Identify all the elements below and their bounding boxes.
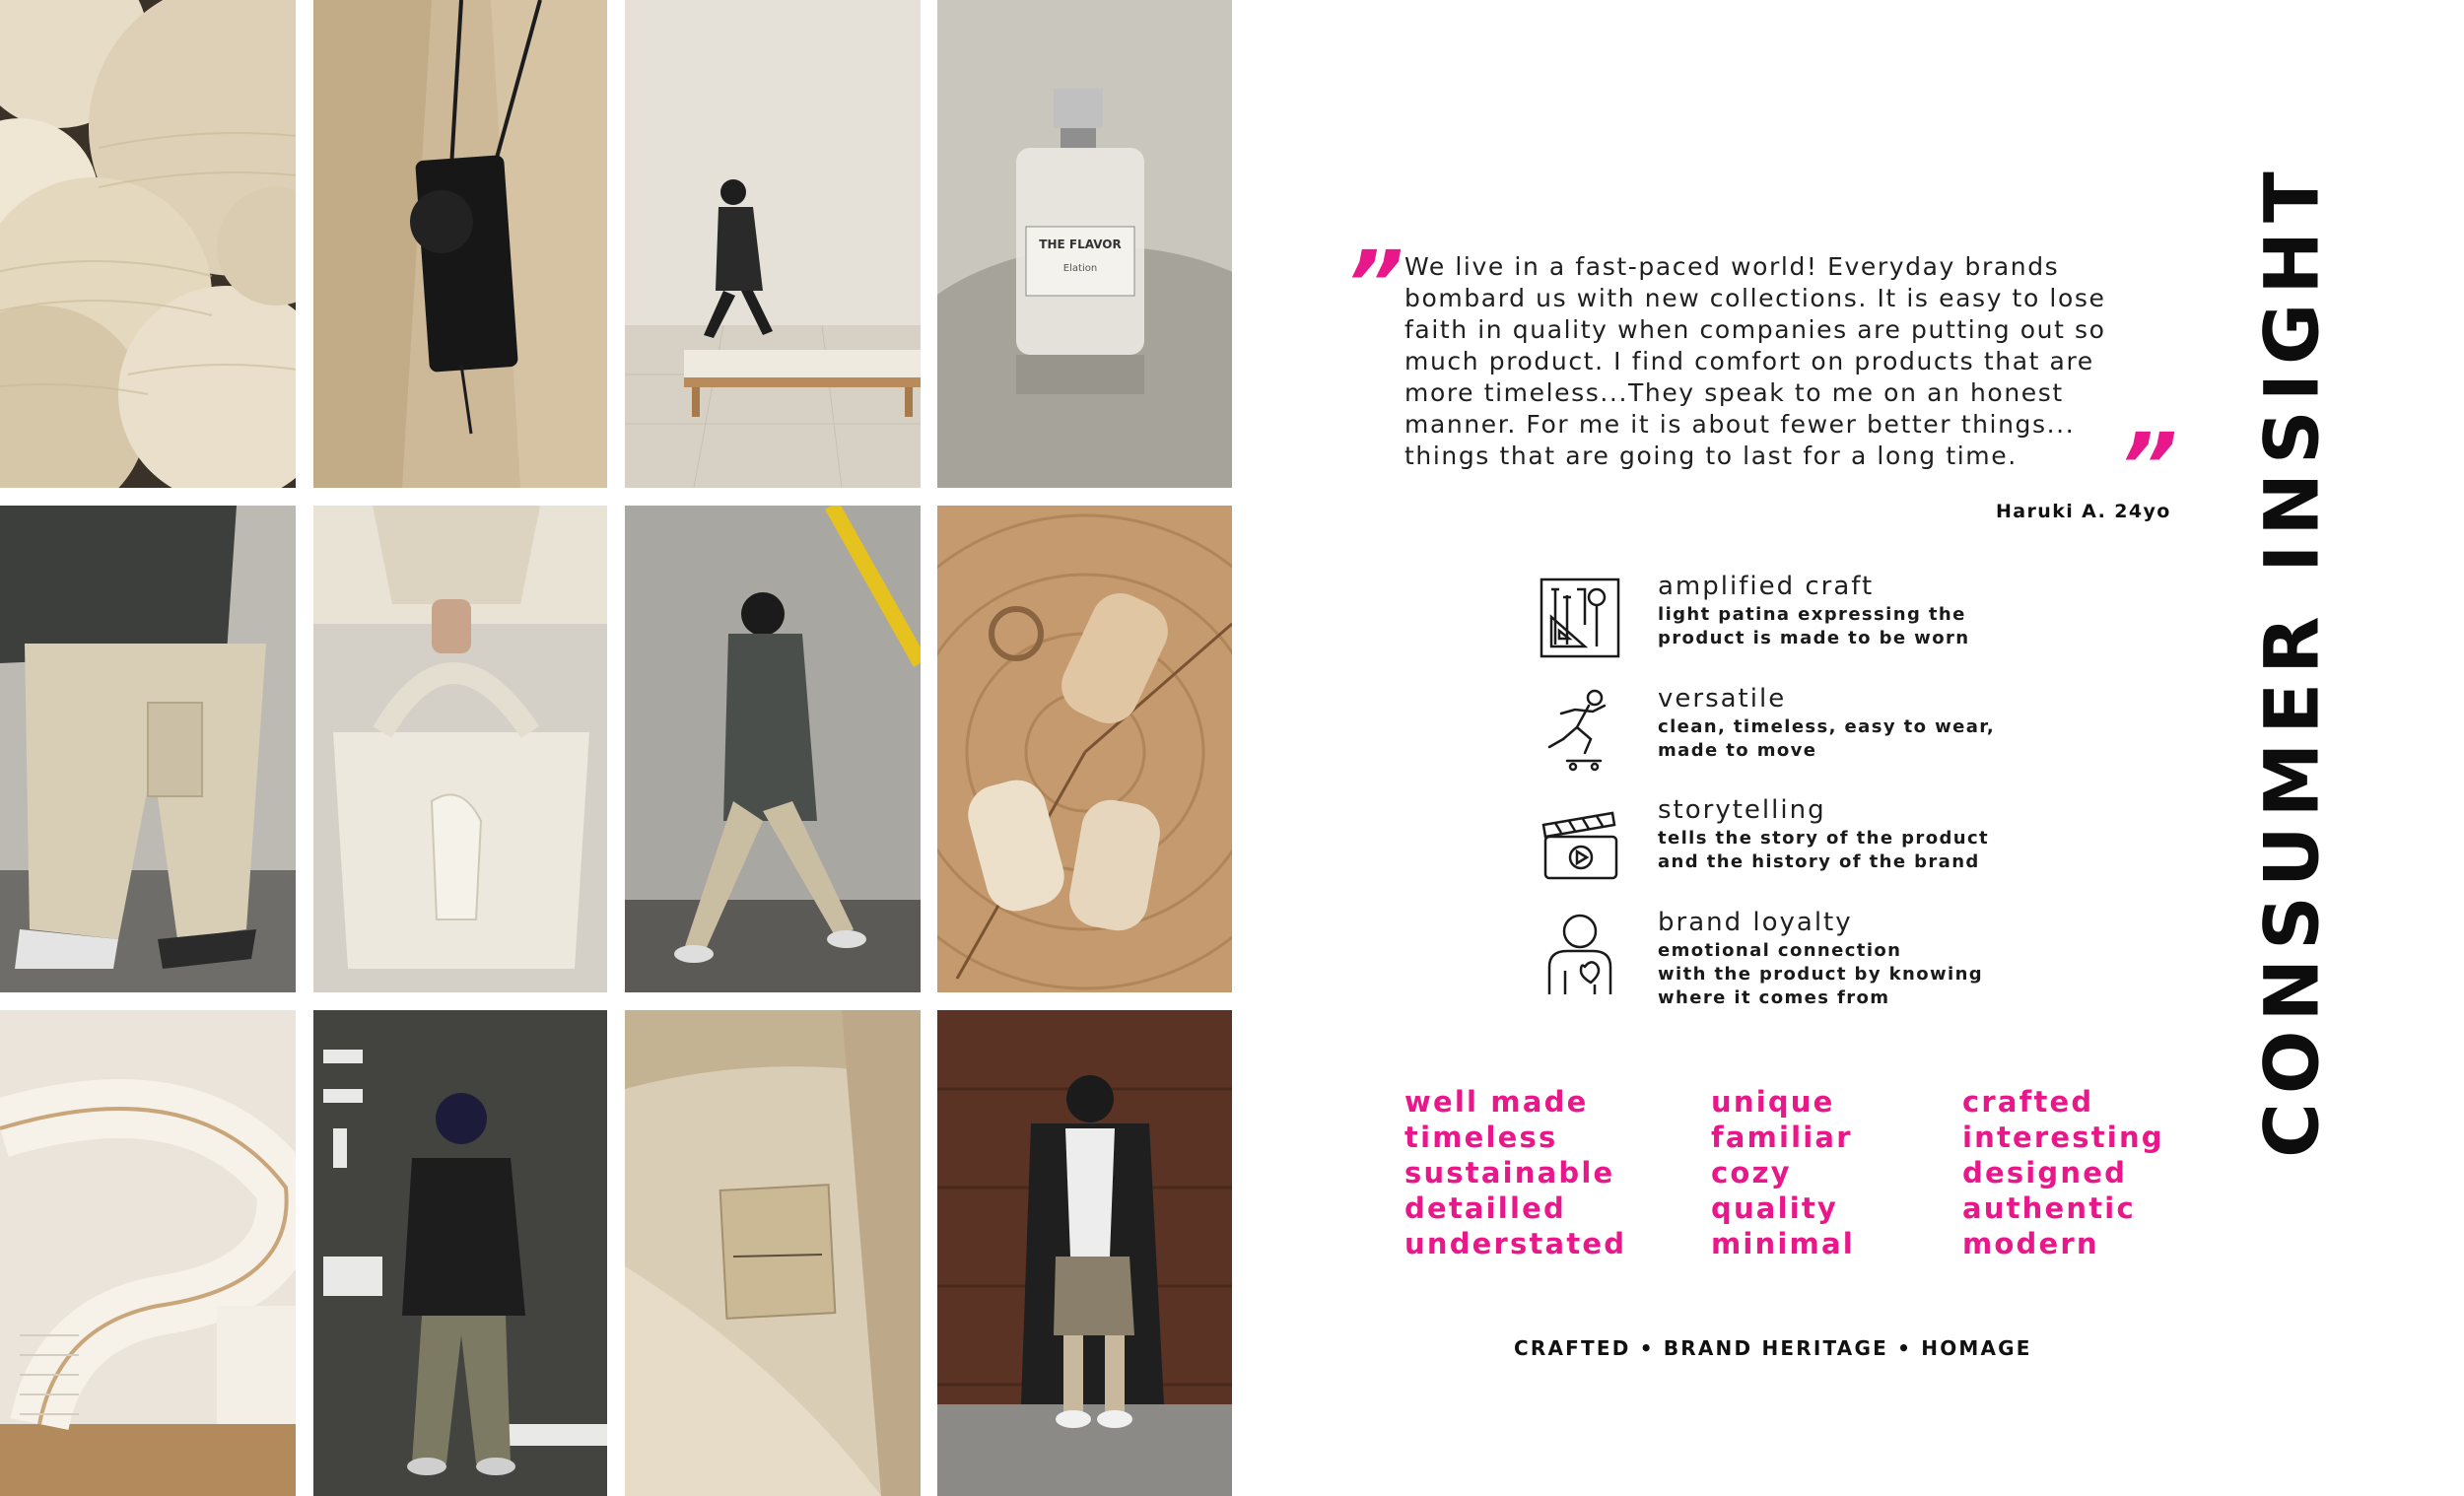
feature-title: brand loyalty: [1658, 908, 1853, 937]
quote-author: Haruki A. 24yo: [1996, 501, 2171, 522]
walking-person-bench-photo: [625, 0, 921, 488]
feature-title: storytelling: [1658, 795, 1826, 825]
feature-title: amplified craft: [1658, 572, 1875, 601]
keyword: designed: [1962, 1156, 2128, 1190]
keyword: well made: [1404, 1085, 1589, 1119]
feature-description-line: tells the story of the product: [1658, 828, 1990, 849]
quote-line: much product. I find comfort on products that are: [1404, 347, 2094, 375]
feature-description-line: with the product by knowing: [1658, 964, 1984, 985]
feature-amplified-craft: [1538, 572, 2227, 664]
keyword: cozy: [1711, 1156, 1792, 1190]
puffer-vest-photo: [313, 1010, 607, 1496]
feature-versatile: [1538, 684, 2227, 777]
feature-description-line: clean, timeless, easy to wear,: [1658, 716, 1996, 737]
quote-line: things that are going to last for a long time.: [1404, 442, 2018, 470]
feature-title: versatile: [1658, 684, 1787, 714]
keyword: detailled: [1404, 1191, 1566, 1225]
keyword: familiar: [1711, 1121, 1853, 1154]
feature-description: [1658, 939, 1983, 1010]
feature-description: [1658, 827, 1989, 874]
feature-description-line: and the history of the brand: [1658, 851, 1980, 872]
perfume-bottle-photo: [937, 0, 1232, 488]
wood-tags-photo: [937, 506, 1232, 992]
cargo-pants-photo: [0, 506, 296, 992]
quote-line: more timeless...They speak to me on an honest: [1404, 378, 2064, 407]
feature-description-line: light patina expressing the: [1658, 604, 1966, 625]
keyword-column-1: [1404, 1084, 1626, 1261]
close-quote-mark: ”: [2119, 414, 2168, 519]
clapperboard-icon: [1538, 799, 1622, 884]
feature-description-line: emotional connection: [1658, 940, 1902, 961]
feature-description: [1658, 715, 1995, 763]
quote-line: manner. For me it is about fewer better things...: [1404, 410, 2076, 439]
street-walker-photo: [625, 506, 921, 992]
consumer-quote: [1404, 251, 2154, 472]
keyword: understated: [1404, 1227, 1627, 1260]
quote-line: We live in a fast-paced world! Everyday brands: [1404, 252, 2060, 281]
feature-description-line: product is made to be worn: [1658, 628, 1970, 648]
coat-crossbody-bag-photo: [313, 0, 607, 488]
keyword: minimal: [1711, 1227, 1855, 1260]
keyword-column-3: [1962, 1084, 2164, 1261]
spiral-staircase-photo: [0, 1010, 296, 1496]
feature-description-line: made to move: [1658, 740, 1817, 761]
perfume-label: THE FLAVOR: [1039, 238, 1122, 251]
dark-coat-shorts-photo: [937, 1010, 1232, 1496]
side-title: [2247, 138, 2336, 1183]
quote-line: bombard us with new collections. It is easy to lose: [1404, 284, 2106, 312]
keyword: crafted: [1962, 1085, 2094, 1119]
keyword-column-2: [1711, 1084, 1855, 1261]
feature-storytelling: [1538, 795, 2227, 888]
feature-brand-loyalty: [1538, 908, 2227, 1008]
person-heart-icon: [1538, 912, 1622, 996]
keyword: authentic: [1962, 1191, 2136, 1225]
skateboarder-icon: [1538, 688, 1622, 773]
keyword: unique: [1711, 1085, 1835, 1119]
paper-lanterns-photo: [0, 0, 296, 488]
feature-description: [1658, 603, 1969, 650]
keyword: sustainable: [1404, 1156, 1615, 1190]
quote-line: faith in quality when companies are putting out so: [1404, 315, 2106, 344]
canvas-tote-photo: [313, 506, 607, 992]
feature-description-line: where it comes from: [1658, 987, 1890, 1008]
perfume-sublabel: Elation: [1062, 263, 1098, 274]
craft-tools-icon: [1538, 576, 1622, 660]
keyword: quality: [1711, 1191, 1839, 1225]
footer-tagline: CRAFTED • BRAND HERITAGE • HOMAGE: [1514, 1336, 2032, 1360]
open-quote-mark: ”: [1345, 232, 1395, 337]
keyword: timeless: [1404, 1121, 1558, 1154]
side-title-text: CONSUMER INSIGHT: [2247, 163, 2336, 1158]
canvas-label-photo: [625, 1010, 921, 1496]
keyword: modern: [1962, 1227, 2099, 1260]
keyword: interesting: [1962, 1121, 2164, 1154]
